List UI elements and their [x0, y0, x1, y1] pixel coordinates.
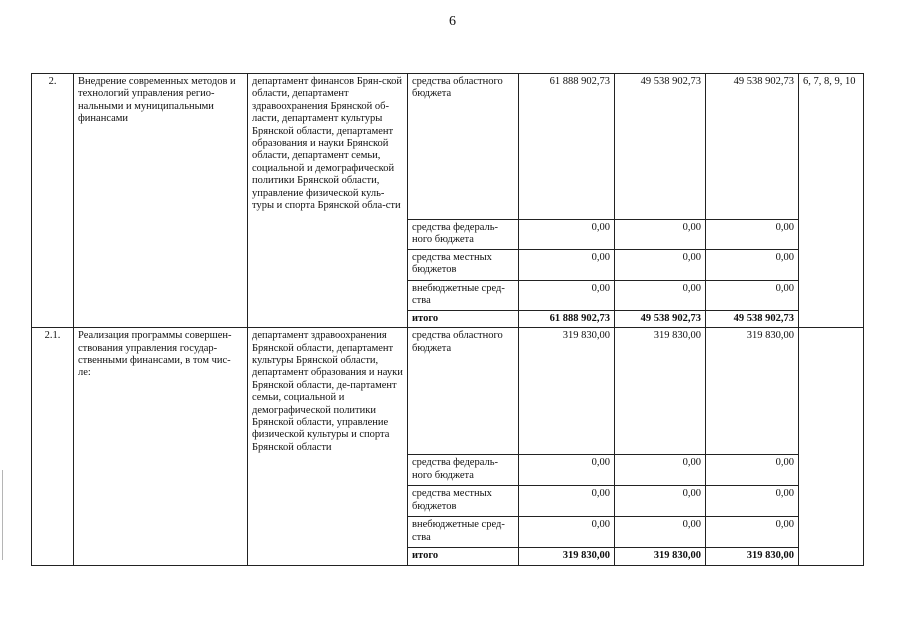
amount-year-2: 49 538 902,73 [615, 74, 706, 220]
total-label: итого [408, 548, 519, 565]
amount-year-2: 0,00 [615, 486, 706, 517]
amount-year-2: 319 830,00 [615, 328, 706, 455]
amount-year-1: 0,00 [519, 455, 615, 486]
amount-year-2: 0,00 [615, 220, 706, 250]
amount-year-3: 0,00 [706, 455, 799, 486]
indicator-numbers [799, 328, 864, 565]
amount-year-1: 0,00 [519, 517, 615, 548]
amount-year-2: 0,00 [615, 517, 706, 548]
total-year-1: 61 888 902,73 [519, 310, 615, 327]
amount-year-1: 0,00 [519, 249, 615, 280]
scan-artifact [2, 470, 3, 560]
amount-year-3: 0,00 [706, 249, 799, 280]
funding-source-label: средства местных бюджетов [408, 249, 519, 280]
budget-table [31, 73, 864, 566]
amount-year-2: 0,00 [615, 249, 706, 280]
total-label: итого [408, 310, 519, 327]
total-year-2: 319 830,00 [615, 548, 706, 565]
amount-year-1: 0,00 [519, 220, 615, 250]
row-number: 2. [32, 74, 74, 328]
amount-year-1: 61 888 902,73 [519, 74, 615, 220]
executors: департамент здравоохранения Брянской области, департамент культуры Брянской области, департамент образования и науки Брянской области, де-партамент семьи, социальной и демографической политики Брянской области, управление физической культуры и спорта Брянской области [248, 328, 408, 565]
table-row [32, 328, 864, 455]
amount-year-3: 0,00 [706, 220, 799, 250]
amount-year-2: 0,00 [615, 280, 706, 310]
funding-source-label: средства областного бюджета [408, 74, 519, 220]
amount-year-3: 0,00 [706, 486, 799, 517]
funding-source-label: средства федераль-ного бюджета [408, 455, 519, 486]
funding-source-label: средства областного бюджета [408, 328, 519, 455]
page-number: 6 [449, 14, 456, 29]
row-number: 2.1. [32, 328, 74, 565]
amount-year-3: 319 830,00 [706, 328, 799, 455]
table-row [32, 74, 864, 220]
measure-name: Реализация программы совершен-ствования управления государ-ственными финансами, в том чис-ле: [74, 328, 248, 565]
funding-source-label: внебюджетные сред-ства [408, 517, 519, 548]
funding-source-label: внебюджетные сред-ства [408, 280, 519, 310]
total-year-2: 49 538 902,73 [615, 310, 706, 327]
amount-year-2: 0,00 [615, 455, 706, 486]
total-year-3: 49 538 902,73 [706, 310, 799, 327]
amount-year-3: 49 538 902,73 [706, 74, 799, 220]
total-year-3: 319 830,00 [706, 548, 799, 565]
funding-source-label: средства местных бюджетов [408, 486, 519, 517]
amount-year-3: 0,00 [706, 517, 799, 548]
amount-year-1: 0,00 [519, 486, 615, 517]
funding-source-label: средства федераль-ного бюджета [408, 220, 519, 250]
indicator-numbers: 6, 7, 8, 9, 10 [799, 74, 864, 328]
measure-name: Внедрение современных методов и технологий управления регио-нальными и муниципальными финансами [74, 74, 248, 328]
executors: департамент финансов Брян-ской области, департамент здравоохранения Брянской об-ласти, департамент культуры Брянской области, департамент образования и науки Брянской области, департамент семьи, социальной и демографической политики Брянской области, управление физической куль-туры и спорта Брянской обла-сти [248, 74, 408, 328]
amount-year-1: 319 830,00 [519, 328, 615, 455]
amount-year-3: 0,00 [706, 280, 799, 310]
amount-year-1: 0,00 [519, 280, 615, 310]
total-year-1: 319 830,00 [519, 548, 615, 565]
